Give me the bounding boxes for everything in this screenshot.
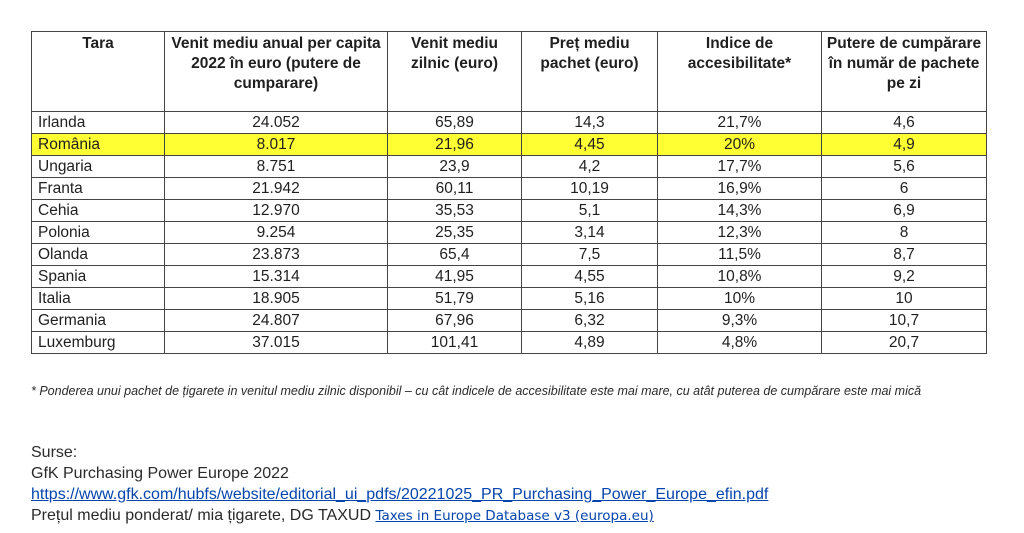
cell-country: Italia bbox=[32, 288, 165, 310]
header-accessibility-index: Indice de accesibilitate* bbox=[658, 32, 822, 112]
cell-index: 4,8% bbox=[658, 332, 822, 354]
cell-daily: 21,96 bbox=[388, 134, 522, 156]
header-pack-price: Preț mediu pachet (euro) bbox=[522, 32, 658, 112]
cell-country: Spania bbox=[32, 266, 165, 288]
cell-price: 10,19 bbox=[522, 178, 658, 200]
header-daily-income: Venit mediu zilnic (euro) bbox=[388, 32, 522, 112]
document bbox=[31, 31, 987, 524]
cell-country: Ungaria bbox=[32, 156, 165, 178]
cell-annual: 24.052 bbox=[165, 112, 388, 134]
cell-country: Cehia bbox=[32, 200, 165, 222]
cell-packs: 4,9 bbox=[822, 134, 987, 156]
table-row bbox=[32, 266, 987, 288]
cell-packs: 10 bbox=[822, 288, 987, 310]
cell-price: 6,32 bbox=[522, 310, 658, 332]
cell-index: 9,3% bbox=[658, 310, 822, 332]
cell-annual: 18.905 bbox=[165, 288, 388, 310]
cell-daily: 65,4 bbox=[388, 244, 522, 266]
cell-daily: 25,35 bbox=[388, 222, 522, 244]
table-body bbox=[32, 112, 987, 354]
table-row bbox=[32, 310, 987, 332]
cell-annual: 8.751 bbox=[165, 156, 388, 178]
cell-price: 7,5 bbox=[522, 244, 658, 266]
cell-daily: 67,96 bbox=[388, 310, 522, 332]
cell-country: Luxemburg bbox=[32, 332, 165, 354]
table-row bbox=[32, 200, 987, 222]
table-row bbox=[32, 156, 987, 178]
cell-index: 17,7% bbox=[658, 156, 822, 178]
cell-index: 16,9% bbox=[658, 178, 822, 200]
table-row bbox=[32, 332, 987, 354]
cell-price: 5,16 bbox=[522, 288, 658, 310]
table-row bbox=[32, 288, 987, 310]
cell-packs: 10,7 bbox=[822, 310, 987, 332]
cell-annual: 37.015 bbox=[165, 332, 388, 354]
table-row bbox=[32, 244, 987, 266]
cell-price: 4,45 bbox=[522, 134, 658, 156]
cell-index: 14,3% bbox=[658, 200, 822, 222]
header-annual-income: Venit mediu anual per capita 2022 în euro (putere de cumparare) bbox=[165, 32, 388, 112]
source-dg-taxud-text: Prețul mediu ponderat/ mia țigarete, DG TAXUD bbox=[31, 507, 376, 524]
cell-country: Irlanda bbox=[32, 112, 165, 134]
cell-index: 21,7% bbox=[658, 112, 822, 134]
cell-annual: 21.942 bbox=[165, 178, 388, 200]
cell-packs: 8 bbox=[822, 222, 987, 244]
cell-price: 4,2 bbox=[522, 156, 658, 178]
cell-packs: 6,9 bbox=[822, 200, 987, 222]
table-row bbox=[32, 112, 987, 134]
sources-section bbox=[31, 442, 987, 527]
cell-country: Franta bbox=[32, 178, 165, 200]
table-row bbox=[32, 178, 987, 200]
cell-daily: 35,53 bbox=[388, 200, 522, 222]
cell-country: Polonia bbox=[32, 222, 165, 244]
cell-daily: 51,79 bbox=[388, 288, 522, 310]
cell-packs: 5,6 bbox=[822, 156, 987, 178]
cell-index: 10% bbox=[658, 288, 822, 310]
cell-price: 5,1 bbox=[522, 200, 658, 222]
cell-price: 4,55 bbox=[522, 266, 658, 288]
source-dg-taxud bbox=[31, 505, 987, 527]
sources-heading: Surse: bbox=[31, 444, 78, 461]
cell-annual: 9.254 bbox=[165, 222, 388, 244]
cell-daily: 23,9 bbox=[388, 156, 522, 178]
cell-annual: 15.314 bbox=[165, 266, 388, 288]
cell-price: 14,3 bbox=[522, 112, 658, 134]
cell-daily: 41,95 bbox=[388, 266, 522, 288]
cell-index: 10,8% bbox=[658, 266, 822, 288]
gfk-report-link[interactable]: https://www.gfk.com/hubfs/website/editorial_ui_pdfs/20221025_PR_Purchasing_Power_Europe_efin.pdf bbox=[31, 486, 769, 503]
cell-daily: 60,11 bbox=[388, 178, 522, 200]
cell-country: Germania bbox=[32, 310, 165, 332]
header-packs-per-day: Putere de cumpărare în număr de pachete pe zi bbox=[822, 32, 987, 112]
cell-packs: 4,6 bbox=[822, 112, 987, 134]
source-gfk: GfK Purchasing Power Europe 2022 bbox=[31, 465, 289, 482]
cell-index: 12,3% bbox=[658, 222, 822, 244]
cell-country: România bbox=[32, 134, 165, 156]
cell-packs: 9,2 bbox=[822, 266, 987, 288]
cell-index: 20% bbox=[658, 134, 822, 156]
cell-annual: 8.017 bbox=[165, 134, 388, 156]
cell-annual: 12.970 bbox=[165, 200, 388, 222]
cell-packs: 8,7 bbox=[822, 244, 987, 266]
table-header-row bbox=[32, 32, 987, 112]
taxes-in-europe-link[interactable]: Taxes in Europe Database v3 (europa.eu) bbox=[375, 508, 654, 524]
header-country: Tara bbox=[32, 32, 165, 112]
cell-daily: 65,89 bbox=[388, 112, 522, 134]
purchasing-power-table bbox=[31, 31, 987, 354]
cell-packs: 6 bbox=[822, 178, 987, 200]
cell-index: 11,5% bbox=[658, 244, 822, 266]
cell-packs: 20,7 bbox=[822, 332, 987, 354]
cell-country: Olanda bbox=[32, 244, 165, 266]
cell-daily: 101,41 bbox=[388, 332, 522, 354]
footnote: * Ponderea unui pachet de țigarete in venitul mediu zilnic disponibil – cu cât indicele de accesibilitate este mai mare, cu atât puterea de cumpărare este mai mică bbox=[31, 384, 922, 398]
cell-price: 3,14 bbox=[522, 222, 658, 244]
cell-price: 4,89 bbox=[522, 332, 658, 354]
table-row bbox=[32, 134, 987, 156]
cell-annual: 24.807 bbox=[165, 310, 388, 332]
cell-annual: 23.873 bbox=[165, 244, 388, 266]
table-row bbox=[32, 222, 987, 244]
